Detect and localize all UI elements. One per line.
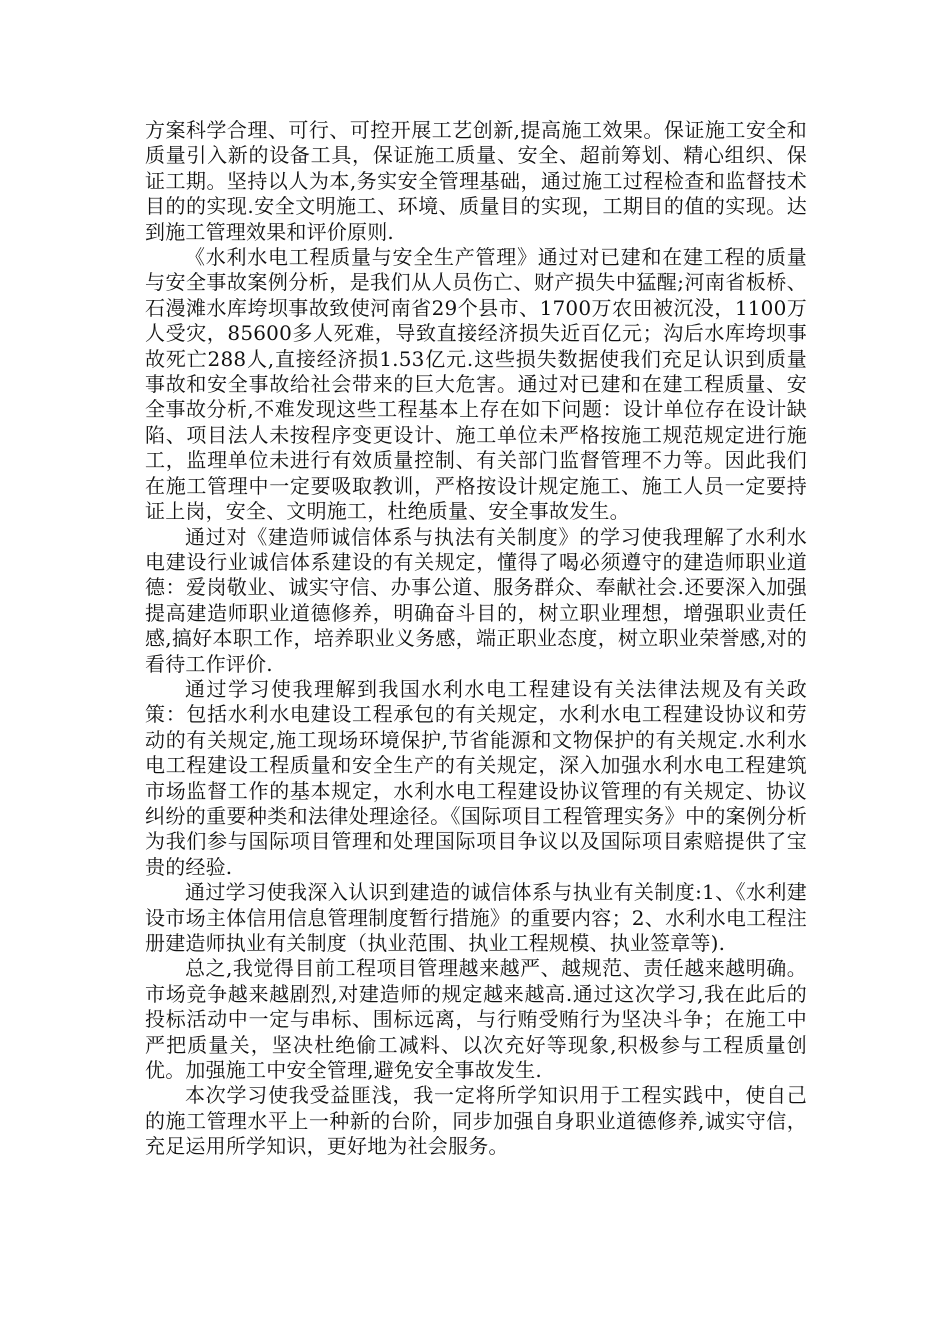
paragraph-conclusion: 本次学习使我受益匪浅，我一定将所学知识用于工程实践中，使自己的施工管理水平上一种新的台阶，同步加强自身职业道德修养,诚实守信，充足运用所学知识，更好地为社会服务。 — [145, 1083, 807, 1159]
paragraph-summary: 总之,我觉得目前工程项目管理越来越严、越规范、责任越来越明确。市场竞争越来越剧烈,对建造师的规定越来越高.通过这次学习,我在此后的投标活动中一定与串标、围标远离，与行贿受贿行为坚决斗争；在施工中严把质量关，坚决杜绝偷工减料、以次充好等现象,积极参与工程质量创优。加强施工中安全管理,避免安全事故发生. — [145, 956, 807, 1083]
paragraph-practice-system: 通过学习使我深入认识到建造的诚信体系与执业有关制度:1、《水利建设市场主体信用信息管理制度暂行措施》的重要内容；2、水利水电工程注册建造师执业有关制度（执业范围、执业工程规模、执业签章等). — [145, 880, 807, 955]
paragraph-safety-management: 《水利水电工程质量与安全生产管理》通过对已建和在建工程的质量与安全事故案例分析，是我们从人员伤亡、财产损失中猛醒;河南省板桥、石漫滩水库垮坝事故致使河南省29个县市、1700万农田被沉没，1100万人受灾，85600多人死难，导致直接经济损失近百亿元；沟后水库垮坝事故死亡288人,直接经济损1.53亿元.这些损失数据使我们充足认识到质量事故和安全事故给社会带来的巨大危害。通过对已建和在建工程质量、安全事故分析,不难发现这些工程基本上存在如下问题：设计单位存在设计缺陷、项目法人未按程序变更设计、施工单位未严格按施工规范规定进行施工，监理单位未进行有效质量控制、有关部门监督管理不力等。因此我们在施工管理中一定要吸取教训，严格按设计规定施工、施工人员一定要持证上岗，安全、文明施工，杜绝质量、安全事故发生。 — [145, 245, 807, 524]
paragraph-continuation: 方案科学合理、可行、可控开展工艺创新,提高施工效果。保证施工安全和质量引入新的设备工具，保证施工质量、安全、超前筹划、精心组织、保证工期。坚持以人为本,务实安全管理基础，通过施工过程检查和监督技术目的的实现.安全文明施工、环境、质量目的实现，工期目的值的实现。达到施工管理效果和评价原则. — [145, 118, 807, 244]
document-body — [145, 118, 807, 1160]
paragraph-laws-regulations: 通过学习使我理解到我国水利水电工程建设有关法律法规及有关政策：包括水利水电建设工程承包的有关规定，水利水电工程建设协议和劳动的有关规定,施工现场环境保护,节省能源和文物保护的有关规定.水利水电工程建设工程质量和安全生产的有关规定，深入加强水利水电工程建筑市场监督工作的基本规定，水利水电工程建设协议管理的有关规定、协议纠纷的重要种类和法律处理途径。《国际项目工程管理实务》中的案例分析为我们参与国际项目管理和处理国际项目争议以及国际项目索赔提供了宝贵的经验. — [145, 676, 807, 879]
paragraph-integrity-system: 通过对《建造师诚信体系与执法有关制度》的学习使我理解了水利水电建设行业诚信体系建设的有关规定，懂得了喝必须遵守的建造师职业道德：爱岗敬业、诚实守信、办事公道、服务群众、奉献社会.还要深入加强提高建造师职业道德修养，明确奋斗目的，树立职业理想，增强职业责任感,搞好本职工作，培养职业义务感，端正职业态度，树立职业荣誉感,对的看待工作评价. — [145, 524, 807, 676]
